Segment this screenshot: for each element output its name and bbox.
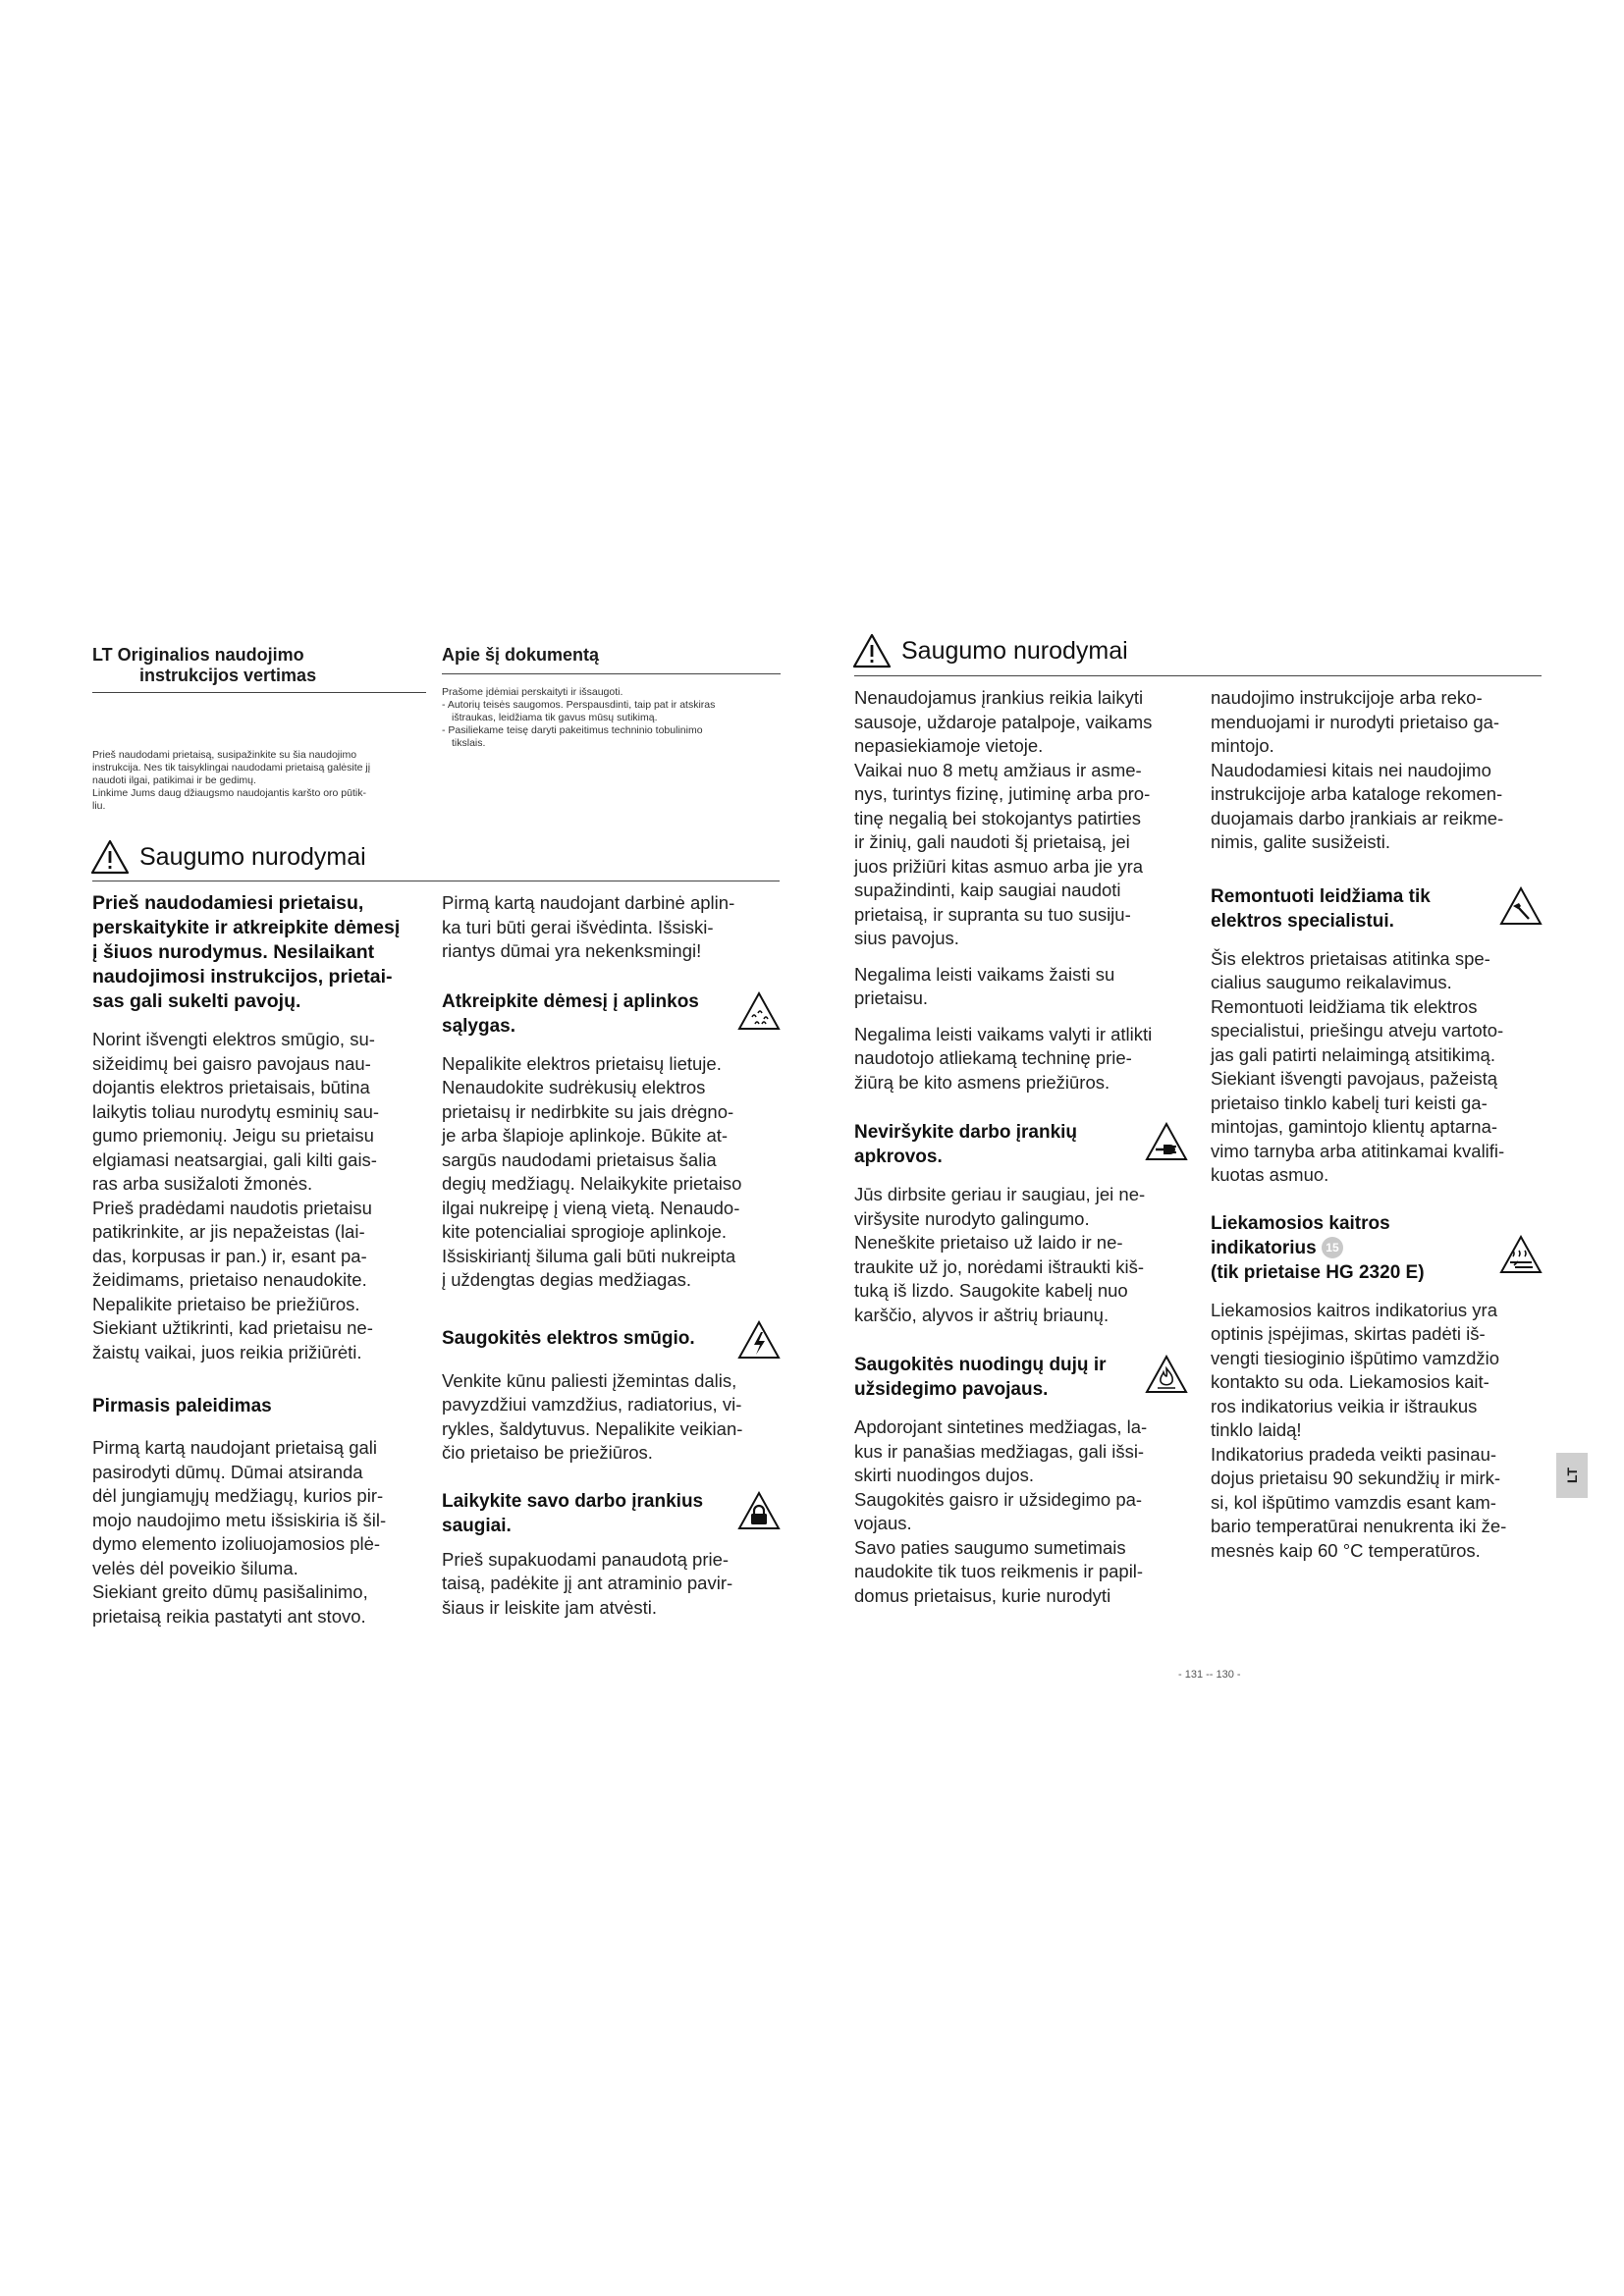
- text-line: Indikatorius pradeda veikti pasinau-: [1211, 1443, 1497, 1465]
- text-line: prietaisą reikia pastatyti ant stovo.: [92, 1605, 366, 1627]
- text-line: Siekiant užtikrinti, kad prietaisu ne-: [92, 1317, 373, 1338]
- text-line: Remontuoti leidžiama tik elektros: [1211, 995, 1478, 1017]
- text-line: Nepalikite elektros prietaisų lietuje.: [442, 1052, 722, 1074]
- repair-title: [1211, 884, 1499, 934]
- lead-line: Prieš naudodamiesi prietaisu,: [92, 892, 364, 914]
- repair-hammer-icon: [1499, 886, 1543, 926]
- text-line: dojantis elektros prietaisais, būtina: [92, 1077, 370, 1097]
- intro-line: liu.: [92, 800, 106, 812]
- lock-icon: [737, 1491, 781, 1530]
- text-line: das, korpusas ir pan.) ir, esant pa-: [92, 1245, 367, 1266]
- safety-heading-left: [90, 839, 366, 875]
- text-line: traukite už jo, norėdami ištraukti kiš-: [854, 1255, 1145, 1277]
- text-line: sausoje, uždaroje patalpoje, vaikams: [854, 711, 1153, 732]
- text-line: specialistui, priešingu atveju vartoto-: [1211, 1020, 1504, 1041]
- text-line: Nenaudojamus įrankius reikia laikyti: [854, 687, 1144, 708]
- text-line: cialius saugumo reikalavimus.: [1211, 972, 1452, 992]
- text-line: pavyzdžiui vamzdžius, radiatorius, vi-: [442, 1394, 742, 1415]
- text-line: Naudodamiesi kitais nei naudojimo: [1211, 759, 1491, 780]
- heat-subsection-head: [1211, 1211, 1543, 1285]
- intro-text: [92, 749, 431, 813]
- intro-line: naudoti ilgai, patikimai ir be gedimų.: [92, 774, 256, 786]
- heat-title-line: (tik prietaise HG 2320 E): [1211, 1261, 1425, 1283]
- text-line: jas gali patirti nelaimingą atsitikimą.: [1211, 1043, 1495, 1065]
- text-line: ilgai nukreipę į vieną vietą. Nenaudo-: [442, 1197, 740, 1218]
- text-line: šiaus ir leiskite jam atvėsti.: [442, 1596, 657, 1618]
- text-line: sižeidimų bei gaisro pavojaus nau-: [92, 1052, 371, 1074]
- lead-line: perskaitykite ir atkreipkite dėmesį: [92, 917, 401, 938]
- text-line: žiūrą be kito asmens priežiūros.: [854, 1071, 1110, 1093]
- text-line: Prieš pradėdami naudotis prietaisu: [92, 1197, 372, 1218]
- paragraph-repair: [1211, 947, 1543, 1188]
- about-line: - Autorių teisės saugomos. Perspausdinti, taip pat ir atskiras: [442, 699, 716, 711]
- text-line: prietaiso tinklo kabelį turi keisti ga-: [1211, 1092, 1488, 1113]
- toxic-gas-fire-icon: [1145, 1355, 1188, 1394]
- text-line: viršysite nurodyto galingumo.: [854, 1207, 1090, 1229]
- plug-overload-icon: [1145, 1122, 1188, 1161]
- language-tab: [1556, 1453, 1588, 1498]
- text-line: dojus prietaisu 90 sekundžių ir mirk-: [1211, 1468, 1501, 1488]
- shock-title: Saugokitės elektros smūgio.: [442, 1327, 695, 1349]
- text-line: vojaus.: [854, 1513, 912, 1533]
- text-line: rykles, šaldytuvus. Nepalikite veikian-: [442, 1417, 743, 1439]
- text-line: elgiamasi neatsargiai, gali kilti gais-: [92, 1148, 377, 1170]
- text-line: prietaisų ir nedirbkite su jais drėgno-: [442, 1100, 734, 1122]
- text-line: tuką iš lizdo. Saugokite kabelį nuo: [854, 1280, 1128, 1301]
- text-line: Jūs dirbsite geriau ir saugiau, jei ne-: [854, 1184, 1146, 1204]
- text-line: degių medžiagų. Nelaikykite prietaiso: [442, 1173, 742, 1194]
- paragraph-environment: [442, 1052, 781, 1293]
- text-line: Siekiant greito dūmų pasišalinimo,: [92, 1581, 368, 1602]
- text-line: skirti nuodingos dujos.: [854, 1465, 1035, 1485]
- text-line: žaistų vaikai, juos reikia prižiūrėti.: [92, 1341, 362, 1362]
- text-line: žeidimams, prietaiso nenaudokite.: [92, 1269, 367, 1290]
- lt-title-line-2: instrukcijos vertimas: [139, 666, 317, 685]
- text-line: karščio, alyvos ir aštrių briaunų.: [854, 1304, 1110, 1325]
- column-1: [92, 891, 421, 1629]
- header-rule-left: [92, 692, 426, 693]
- warning-triangle-icon: [852, 633, 892, 668]
- text-line: naudojimo instrukcijoje arba reko-: [1211, 687, 1483, 708]
- text-line: Neneškite prietaiso už laido ir ne-: [854, 1232, 1123, 1253]
- lock-title: [442, 1489, 737, 1538]
- text-line: domus prietaisus, kurie nurodyti: [854, 1584, 1111, 1606]
- paragraph-load: [854, 1183, 1188, 1327]
- lead-line: naudojimosi instrukcijos, prietai-: [92, 966, 393, 988]
- text-line: gumo priemonių. Jeigu su prietaisu: [92, 1125, 374, 1146]
- safety-heading-text: Saugumo nurodymai: [139, 843, 366, 871]
- text-line: kite potencialiai sprogioje aplinkoje.: [442, 1221, 728, 1242]
- text-line: Siekiant išvengti pavojaus, pažeistą: [1211, 1068, 1498, 1089]
- hot-surface-icon: [1499, 1235, 1543, 1274]
- text-line: patikrinkite, ar jis nepažeistas (lai-: [92, 1221, 365, 1242]
- text-line: mintojo.: [1211, 735, 1274, 756]
- lt-document-title: [92, 645, 426, 686]
- paragraph-no-play: [854, 963, 1188, 1011]
- text-line: optinis įspėjimas, skirtas padėti iš-: [1211, 1323, 1486, 1344]
- heat-title-line: Liekamosios kaitros: [1211, 1212, 1390, 1234]
- text-line: mojo naudojimo metu išsiskiria iš šil-: [92, 1509, 387, 1530]
- text-line: Liekamosios kaitros indikatorius yra: [1211, 1299, 1498, 1320]
- text-line: ras arba susižaloti žmonės.: [92, 1173, 313, 1194]
- paragraph-first-use: [92, 1436, 421, 1629]
- text-line: nys, turintys fizinę, jutiminę arba pro-: [854, 783, 1151, 804]
- paragraph-gas: [854, 1415, 1188, 1608]
- text-line: vimo tarnyba arba atitinkamai kvalifi-: [1211, 1140, 1505, 1161]
- text-line: pasirodyti dūmų. Dūmai atsiranda: [92, 1461, 363, 1482]
- text-line: prietaisu.: [854, 988, 929, 1008]
- text-line: kontakto su oda. Liekamosios kait-: [1211, 1371, 1489, 1392]
- text-line: supažindinti, kaip saugiai naudoti: [854, 880, 1121, 900]
- text-line: si, kol išpūtimo vamzdis esant kam-: [1211, 1491, 1496, 1513]
- heat-title: [1211, 1211, 1499, 1285]
- text-line: Nenaudokite sudrėkusių elektros: [442, 1077, 706, 1097]
- intro-line: instrukcija. Nes tik taisyklingai naudodami prietaisą galėsite jį: [92, 762, 371, 774]
- text-line: Negalima leisti vaikams valyti ir atlikti: [854, 1023, 1153, 1044]
- text-line: velės dėl poveikio šiluma.: [92, 1557, 298, 1578]
- first-use-title: Pirmasis paleidimas: [92, 1396, 272, 1416]
- text-line: nepasiekiamoje vietoje.: [854, 735, 1044, 756]
- text-line: Norint išvengti elektros smūgio, su-: [92, 1029, 375, 1049]
- column-3: [854, 686, 1188, 1608]
- safety-heading-right: [852, 633, 1128, 668]
- about-line: tikslais.: [452, 737, 486, 749]
- header-rule-about: [442, 673, 781, 674]
- text-line: tinę negalią bei stokojantys patirties: [854, 807, 1142, 828]
- gas-subsection-head: [854, 1353, 1188, 1402]
- text-line: kuotas asmuo.: [1211, 1164, 1329, 1185]
- env-title-line: sąlygas.: [442, 1015, 515, 1037]
- load-title: [854, 1120, 1145, 1169]
- lt-title-line-1: LT Originalios naudojimo: [92, 645, 304, 665]
- page-numbers: - 131 -- 130 -: [1178, 1669, 1241, 1681]
- lead-warning: [92, 891, 421, 1014]
- lock-subsection-head: [442, 1489, 781, 1538]
- text-line: sargūs naudodami prietaisus šalia: [442, 1148, 717, 1170]
- column-4: [1211, 686, 1543, 1563]
- text-line: naudokite tik tuos reikmenis ir papil-: [854, 1561, 1144, 1581]
- repair-subsection-head: [1211, 884, 1543, 934]
- gas-title-line: užsidegimo pavojaus.: [854, 1379, 1049, 1400]
- column-2: [442, 891, 781, 1620]
- text-line: vengti tiesioginio išpūtimo vamzdžio: [1211, 1347, 1500, 1368]
- text-line: Prieš supakuodami panaudotą prie-: [442, 1548, 730, 1570]
- rain-hazard-icon: [737, 991, 781, 1031]
- text-line: Pirmą kartą naudojant darbinė aplin-: [442, 892, 735, 913]
- env-title-line: Atkreipkite dėmesį į aplinkos: [442, 990, 699, 1012]
- intro-line: Prieš naudodami prietaisą, susipažinkite su šia naudojimo: [92, 749, 357, 761]
- text-line: riantys dūmai yra nekenksmingi!: [442, 940, 702, 961]
- text-line: juos prižiūri kitas asmuo arba jie yra: [854, 855, 1144, 877]
- text-line: ros indikatorius veikia ir ištraukus: [1211, 1395, 1478, 1416]
- intro-line: Linkime Jums daug džiaugsmo naudojantis karšto oro pūtik-: [92, 787, 366, 799]
- text-line: mesnės kaip 60 °C temperatūros.: [1211, 1539, 1481, 1561]
- text-line: laikytis toliau nurodytų esminių sau-: [92, 1100, 380, 1122]
- text-line: prietaisą, ir supranta su tuo susiju-: [854, 903, 1131, 925]
- text-line: Negalima leisti vaikams žaisti su: [854, 963, 1115, 985]
- shock-subsection-head: [442, 1318, 781, 1360]
- text-line: tinklo laidą!: [1211, 1419, 1302, 1440]
- text-line: dymo elemento izoliuojamosios plė-: [92, 1533, 381, 1554]
- text-line: Pirmą kartą naudojant prietaisą gali: [92, 1437, 377, 1458]
- text-line: Venkite kūnu paliesti įžemintas dalis,: [442, 1369, 737, 1391]
- heat-title-line-2: [1211, 1236, 1499, 1260]
- gas-title: [854, 1353, 1145, 1402]
- repair-title-line: elektros specialistui.: [1211, 910, 1394, 932]
- paragraph-general-safety: [92, 1028, 421, 1364]
- text-line: instrukcijoje arba kataloge rekomen-: [1211, 783, 1503, 804]
- paragraph-accessories: [1211, 686, 1543, 855]
- about-line: - Pasiliekame teisę daryti pakeitimus techninio tobulinimo: [442, 724, 703, 736]
- warning-triangle-icon: [90, 839, 130, 875]
- lock-title-line: Laikykite savo darbo įrankius: [442, 1490, 704, 1512]
- text-line: kus ir panašias medžiagas, gali išsi-: [854, 1440, 1145, 1462]
- text-line: ir žinių, gali naudoti šį prietaisą, jei: [854, 831, 1130, 852]
- env-title: [442, 989, 737, 1039]
- text-line: Nepalikite prietaiso be priežiūros.: [92, 1293, 360, 1314]
- paragraph-storage-children: [854, 686, 1188, 951]
- load-title-line: Neviršykite darbo įrankių: [854, 1122, 1078, 1143]
- text-line: Išsiskiriantį šiluma gali būti nukreipta: [442, 1245, 736, 1266]
- env-subsection-head: [442, 989, 781, 1039]
- lead-line: sas gali sukelti pavojų.: [92, 990, 301, 1012]
- text-line: taisą, padėkite jį ant atraminio pavir-: [442, 1573, 733, 1593]
- heat-title-text: indikatorius: [1211, 1237, 1317, 1258]
- paragraph-ventilation: [442, 891, 781, 964]
- about-document-title: Apie šį dokumentą: [442, 645, 600, 665]
- gas-title-line: Saugokitės nuodingų dujų ir: [854, 1355, 1107, 1375]
- load-subsection-head: [854, 1120, 1188, 1169]
- text-line: ka turi būti gerai išvėdinta. Išsiski-: [442, 916, 714, 937]
- paragraph-storage: [442, 1548, 781, 1621]
- text-line: Apdorojant sintetines medžiagas, la-: [854, 1416, 1148, 1437]
- language-tab-label: LT: [1563, 1467, 1580, 1484]
- text-line: menduojami ir nurodyti prietaiso ga-: [1211, 711, 1500, 732]
- electric-shock-icon: [737, 1320, 781, 1360]
- lead-line: į šiuos nurodymus. Nesilaikant: [92, 941, 375, 963]
- about-line: ištraukas, leidžiama tik gavus mūsų sutikimą.: [452, 712, 658, 723]
- section-rule-right: [854, 675, 1542, 676]
- text-line: sius pavojus.: [854, 928, 959, 948]
- lock-title-line: saugiai.: [442, 1515, 512, 1536]
- text-line: duojamais darbo įrankiais ar reikme-: [1211, 807, 1504, 828]
- text-line: Savo paties saugumo sumetimais: [854, 1536, 1126, 1558]
- text-line: nimis, galite susižeisti.: [1211, 831, 1391, 852]
- text-line: Vaikai nuo 8 metų amžiaus ir asme-: [854, 759, 1142, 780]
- text-line: bario temperatūrai nenukrenta iki že-: [1211, 1516, 1507, 1536]
- safety-heading-text: Saugumo nurodymai: [901, 637, 1128, 665]
- text-line: čio prietaiso be priežiūros.: [442, 1442, 653, 1463]
- load-title-line: apkrovos.: [854, 1147, 943, 1167]
- text-line: Saugokitės gaisro ir užsidegimo pa-: [854, 1488, 1143, 1510]
- repair-title-line: Remontuoti leidžiama tik: [1211, 885, 1431, 907]
- about-line: Prašome įdėmiai perskaityti ir išsaugoti.: [442, 686, 623, 698]
- about-text: [442, 686, 781, 750]
- paragraph-no-cleaning: [854, 1023, 1188, 1095]
- paragraph-residual-heat: [1211, 1299, 1543, 1564]
- text-line: je arba šlapioje aplinkoje. Būkite at-: [442, 1125, 729, 1146]
- text-line: dėl jungiamųjų medžiagų, kurios pir-: [92, 1485, 384, 1506]
- text-line: Šis elektros prietaisas atitinka spe-: [1211, 947, 1490, 969]
- text-line: į uždengtas degias medžiagas.: [442, 1269, 692, 1290]
- text-line: naudotojo atliekamą techninę prie-: [854, 1047, 1132, 1068]
- text-line: mintojas, gamintojo klientų aptarna-: [1211, 1116, 1498, 1137]
- paragraph-shock: [442, 1369, 781, 1466]
- figure-number-badge: 15: [1322, 1237, 1343, 1258]
